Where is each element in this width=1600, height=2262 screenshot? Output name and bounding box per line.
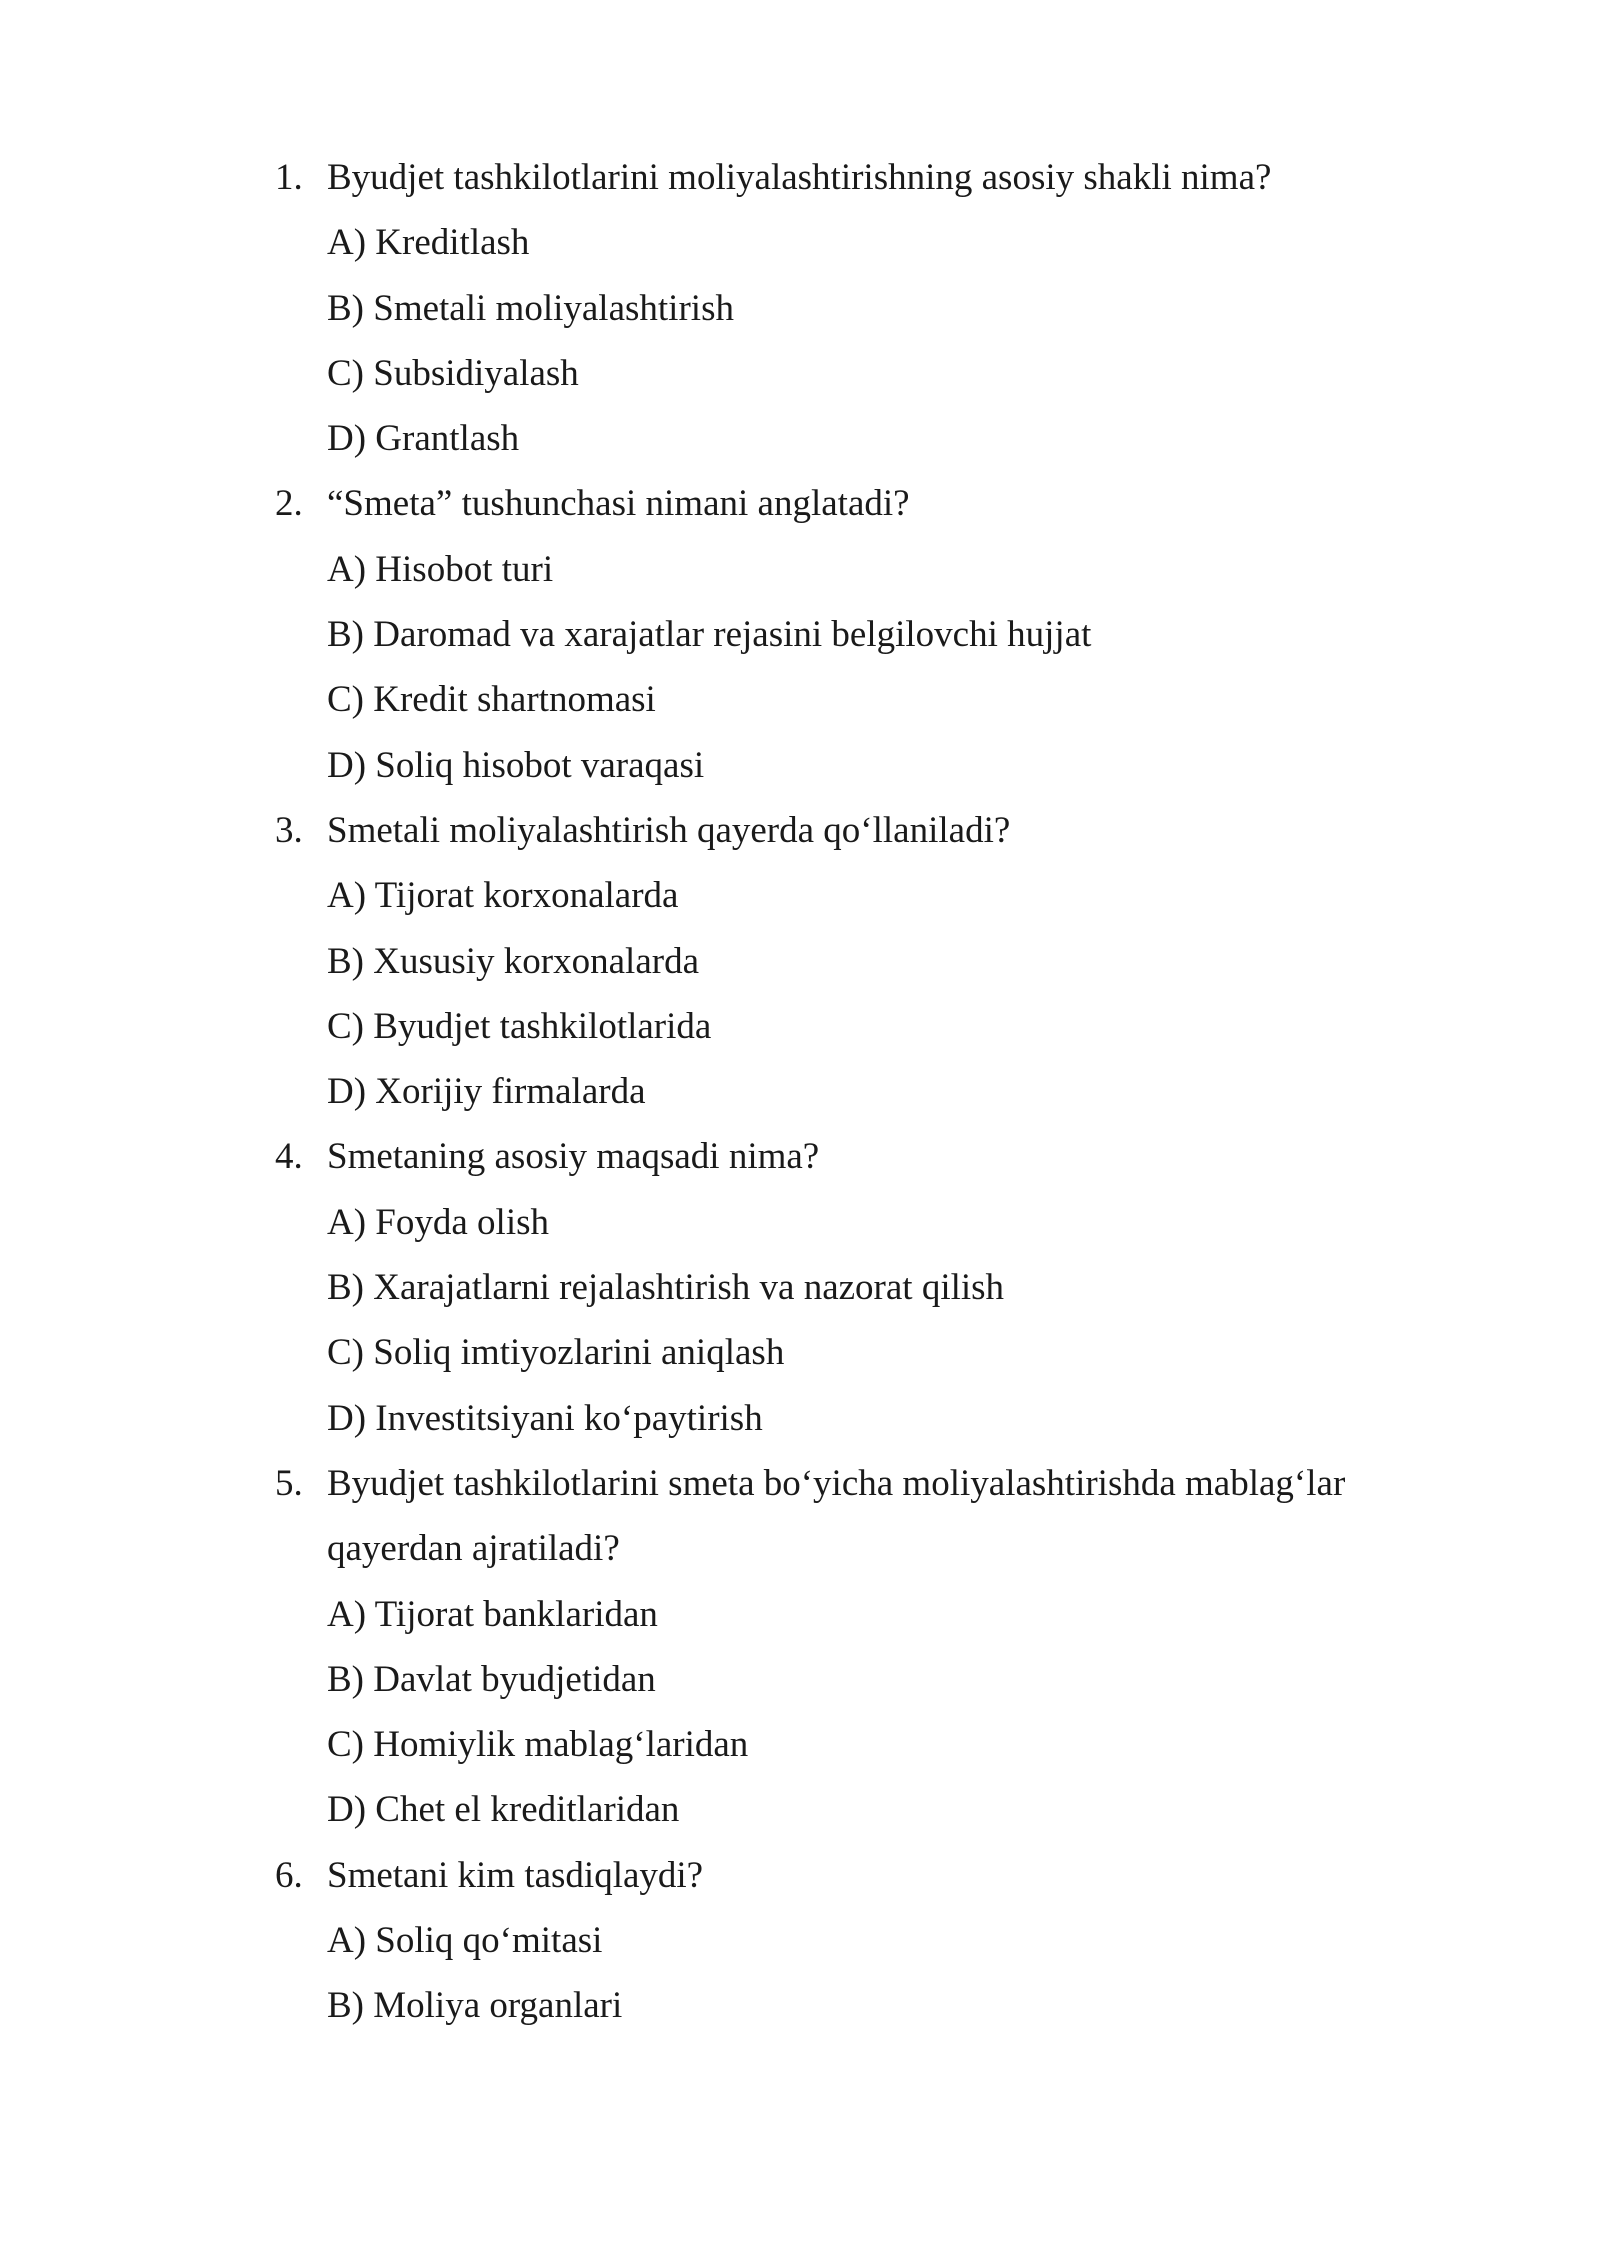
question-6 bbox=[275, 1843, 1375, 2039]
answer-option: C) Subsidiyalash bbox=[327, 352, 579, 394]
question-text bbox=[275, 1516, 1375, 1581]
question-text bbox=[275, 798, 1375, 863]
answer-option: B) Smetali moliyalashtirish bbox=[327, 287, 734, 329]
answer-option: C) Soliq imtiyozlarini aniqlash bbox=[327, 1332, 785, 1374]
question-number: 5. bbox=[275, 1462, 303, 1504]
question-text bbox=[275, 1124, 1375, 1189]
answer-option: B) Daromad va xarajatlar rejasini belgilovchi hujjat bbox=[327, 614, 1092, 656]
question-text-line: Byudjet tashkilotlarini moliyalashtirishning asosiy shakli nima? bbox=[327, 157, 1272, 198]
answer-option: A) Kreditlash bbox=[327, 222, 530, 264]
answer-option: C) Byudjet tashkilotlarida bbox=[327, 1005, 712, 1047]
answer-option: B) Davlat byudjetidan bbox=[327, 1658, 656, 1700]
question-number: 1. bbox=[275, 157, 303, 198]
question-1 bbox=[275, 145, 1375, 471]
answer-option: B) Xususiy korxonalarda bbox=[327, 940, 699, 982]
question-number: 6. bbox=[275, 1854, 303, 1896]
answer-option: D) Xorijiy firmalarda bbox=[327, 1071, 646, 1113]
question-text bbox=[275, 471, 1375, 536]
question-text bbox=[275, 1451, 1375, 1516]
answer-option: B) Xarajatlarni rejalashtirish va nazorat qilish bbox=[327, 1267, 1005, 1309]
answer-option: A) Tijorat korxonalarda bbox=[327, 875, 679, 917]
question-text bbox=[275, 1843, 1375, 1908]
answer-option: A) Tijorat banklaridan bbox=[327, 1593, 658, 1635]
answer-option: D) Soliq hisobot varaqasi bbox=[327, 744, 705, 786]
answer-option: B) Moliya organlari bbox=[327, 1985, 623, 2027]
question-text bbox=[275, 145, 1375, 210]
question-text-line: Smetani kim tasdiqlaydi? bbox=[327, 1854, 704, 1896]
question-3 bbox=[275, 798, 1375, 1124]
question-4 bbox=[275, 1124, 1375, 1450]
question-text-line: Byudjet tashkilotlarini smeta bo‘yicha moliyalashtirishda mablag‘lar bbox=[327, 1462, 1346, 1504]
answer-option: C) Kredit shartnomasi bbox=[327, 679, 656, 721]
question-number: 2. bbox=[275, 483, 303, 525]
answer-option: D) Grantlash bbox=[327, 418, 520, 460]
answer-option: A) Foyda olish bbox=[327, 1201, 549, 1243]
question-number: 3. bbox=[275, 809, 303, 851]
question-list bbox=[275, 145, 1375, 2039]
answer-option: D) Investitsiyani ko‘paytirish bbox=[327, 1397, 763, 1439]
question-text-line: Smetaning asosiy maqsadi nima? bbox=[327, 1136, 820, 1178]
answer-option: A) Soliq qo‘mitasi bbox=[327, 1920, 603, 1962]
question-2 bbox=[275, 471, 1375, 797]
question-text-line: Smetali moliyalashtirish qayerda qo‘llaniladi? bbox=[327, 809, 1011, 851]
answer-option: D) Chet el kreditlaridan bbox=[327, 1789, 680, 1831]
answer-option: A) Hisobot turi bbox=[327, 548, 554, 590]
question-text-line: “Smeta” tushunchasi nimani anglatadi? bbox=[327, 483, 910, 525]
question-number: 4. bbox=[275, 1136, 303, 1178]
question-text-line: qayerdan ajratiladi? bbox=[327, 1528, 620, 1570]
question-5 bbox=[275, 1451, 1375, 1843]
answer-option: C) Homiylik mablag‘laridan bbox=[327, 1724, 749, 1766]
